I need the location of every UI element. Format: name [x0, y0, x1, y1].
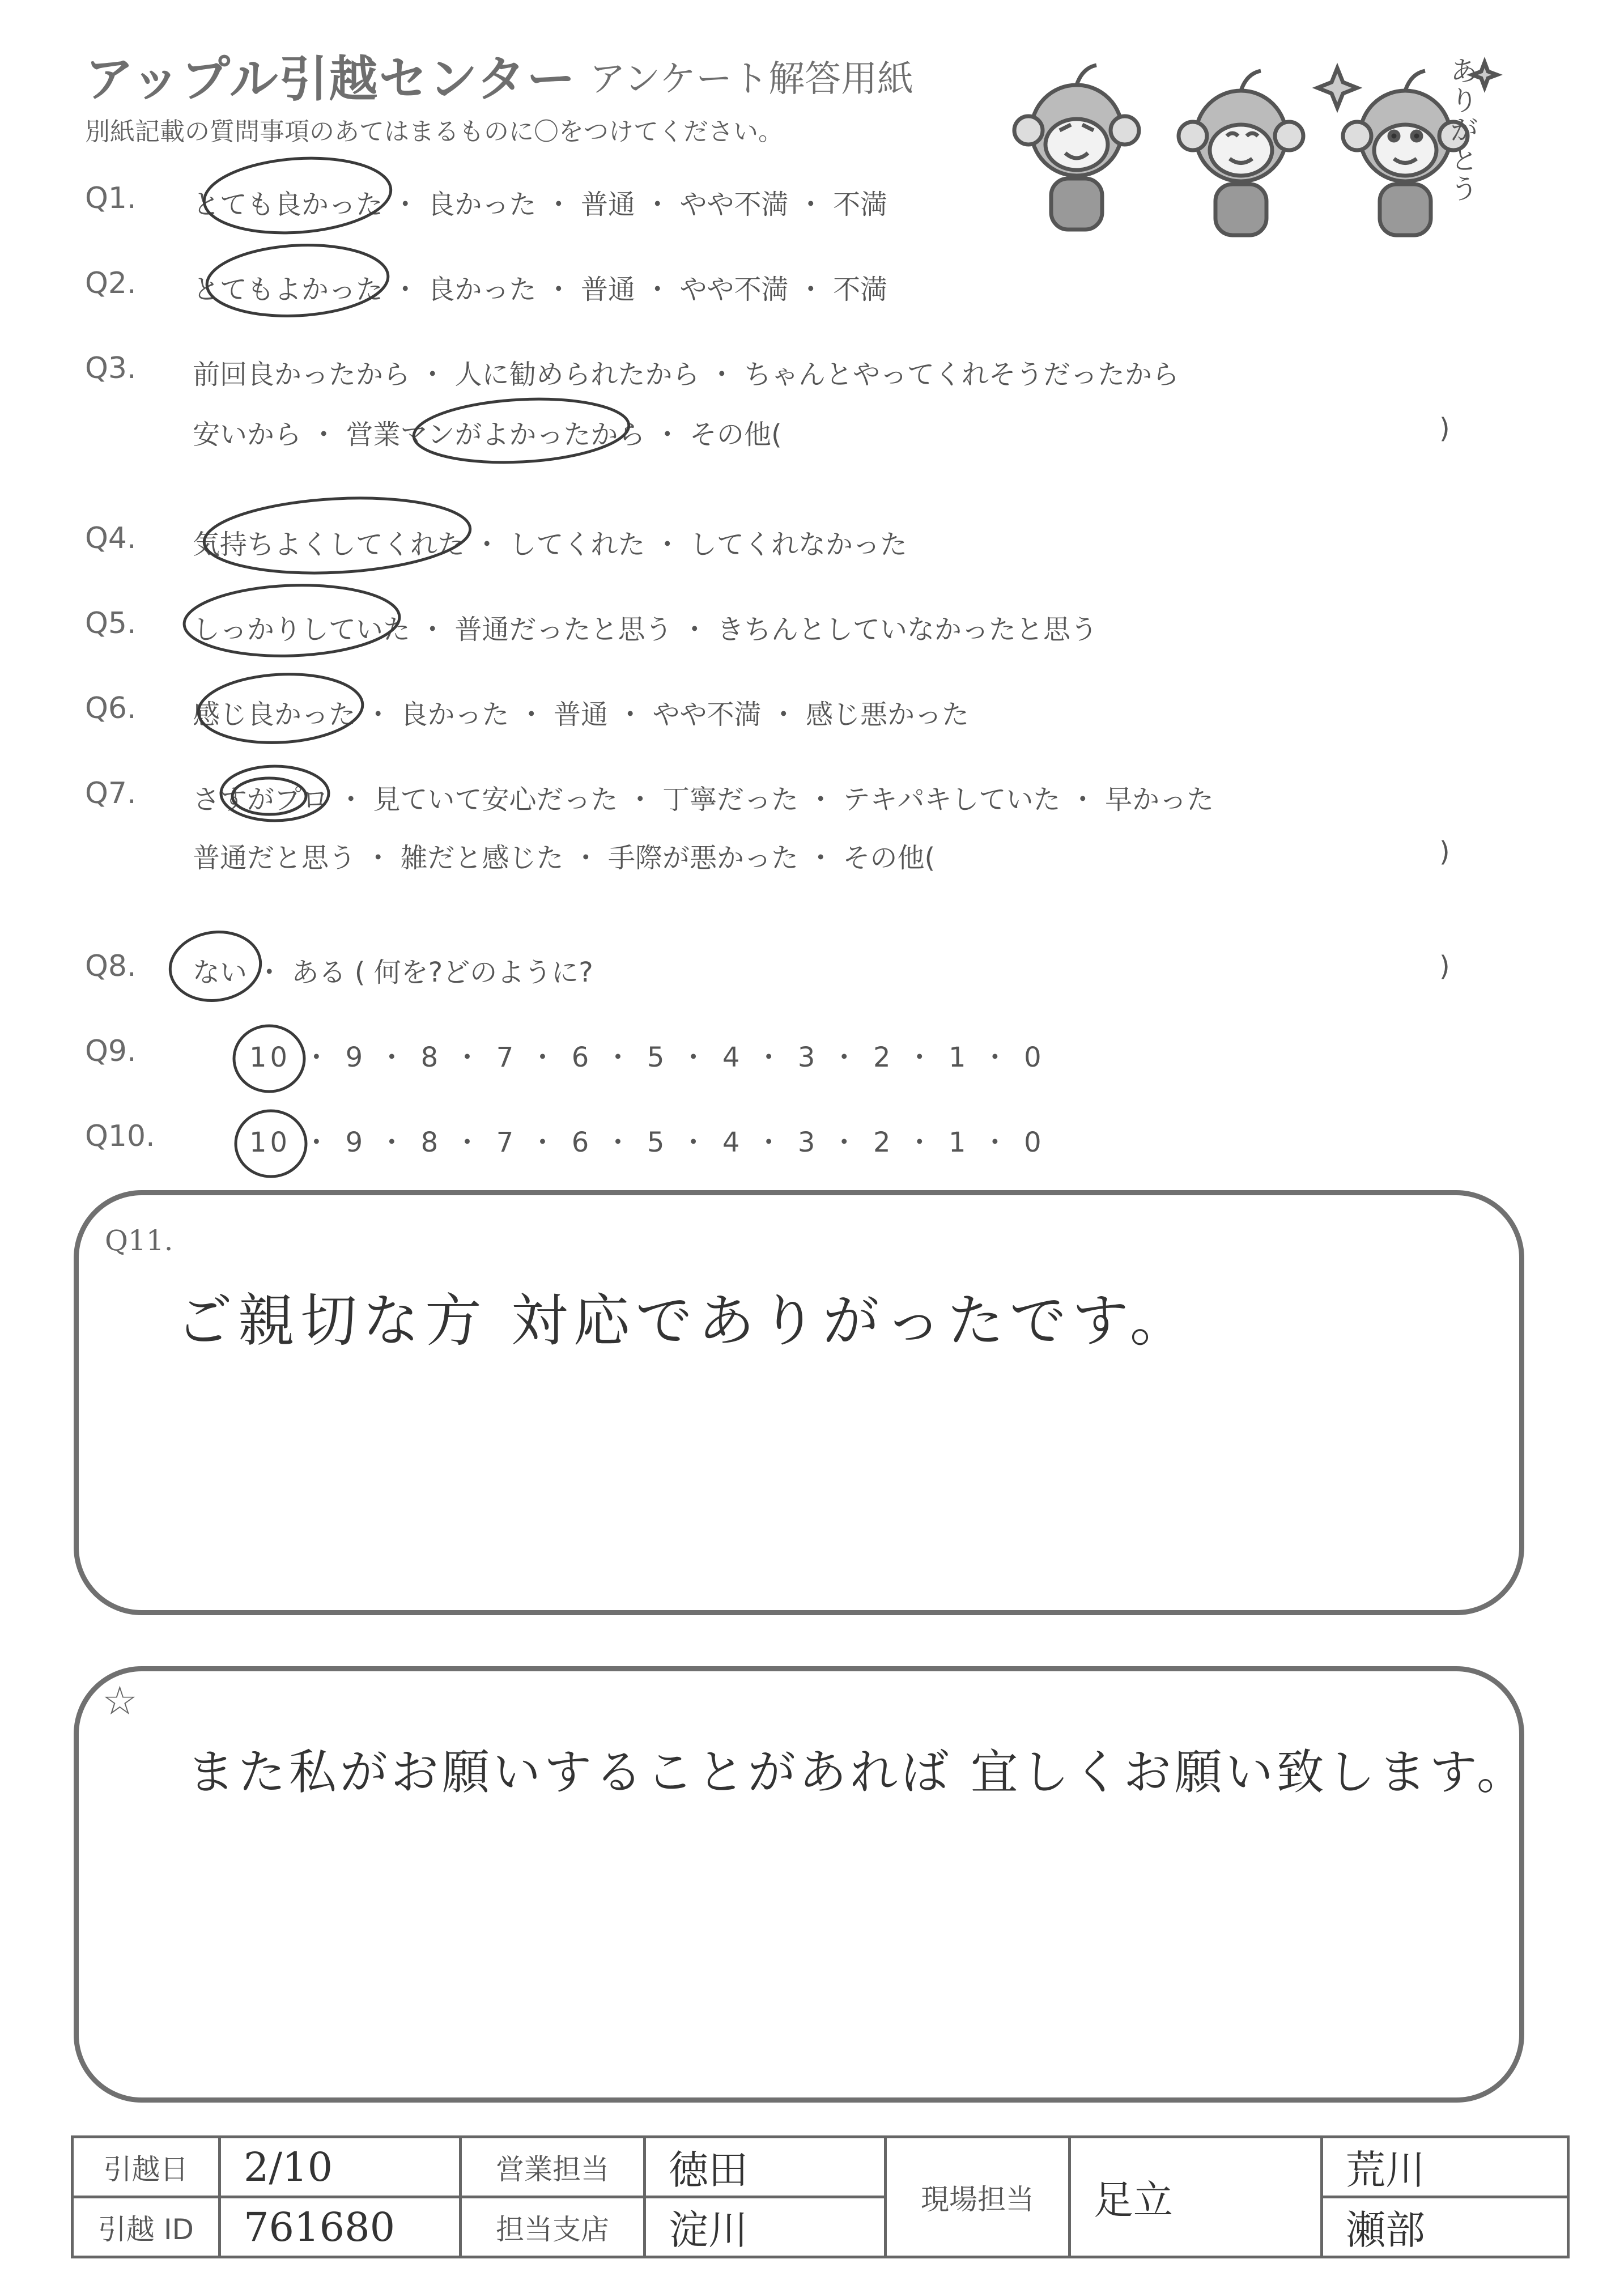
move-date-label: 引越日 — [73, 2137, 220, 2197]
company-title: アップル引越センター — [85, 51, 577, 108]
form-subtitle: アンケート解答用紙 — [589, 58, 914, 100]
q11-comment-box — [74, 1190, 1524, 1615]
question-label: Q5. — [85, 606, 137, 640]
q11-handwritten-comment: ご親切な方 対応でありがったです。 — [176, 1288, 1192, 1354]
q11-label: Q11. — [105, 1224, 173, 1257]
question-options: ない ・ ある ( 何を?どのように? — [193, 957, 593, 988]
question-label: Q4. — [85, 521, 137, 555]
question-options: 感じ良かった ・ 良かった ・ 普通 ・ やや不満 ・ 感じ悪かった — [193, 699, 970, 731]
rating-scale: 10 ・ 9 ・ 8 ・ 7 ・ 6 ・ 5 ・ 4 ・ 3 ・ 2 ・ 1 ・ 0 — [249, 1042, 1045, 1073]
star-icon: ☆ — [102, 1678, 138, 1724]
star-comment-box — [74, 1666, 1524, 2103]
mascot-thanks-text: ありがとう — [1451, 56, 1478, 205]
question-options: とてもよかった ・ 良かった ・ 普通 ・ やや不満 ・ 不満 — [193, 274, 888, 305]
question-options: とても良かった ・ 良かった ・ 普通 ・ やや不満 ・ 不満 — [193, 189, 888, 220]
question-label: Q7. — [85, 776, 137, 810]
question-options: 前回良かったから ・ 人に勧められたから ・ ちゃんとやってくれそうだったから — [193, 359, 1180, 390]
field-staff-1: 足立 — [1070, 2137, 1322, 2257]
branch-value: 淀川 — [645, 2197, 886, 2257]
monkey-mascots-illustration — [997, 45, 1507, 249]
question-label: Q9. — [85, 1034, 137, 1068]
move-id-label: 引越 ID — [73, 2197, 220, 2257]
closing-paren: ) — [1439, 413, 1450, 444]
question-label: Q3. — [85, 351, 137, 385]
star-handwritten-comment: また私がお願いすることがあれば 宜しくお願い致します。 — [187, 1744, 1528, 1800]
question-label: Q6. — [85, 691, 137, 725]
move-id-value: 761680 — [220, 2197, 461, 2257]
branch-label: 担当支店 — [461, 2197, 645, 2257]
question-options: さすがプロ ・ 見ていて安心だった ・ 丁寧だった ・ テキパキしていた ・ 早かった — [193, 784, 1214, 816]
question-options-line2: 安いから ・ 営業マンがよかったから ・ その他( — [193, 419, 782, 451]
sales-value: 徳田 — [645, 2137, 886, 2197]
rating-scale: 10 ・ 9 ・ 8 ・ 7 ・ 6 ・ 5 ・ 4 ・ 3 ・ 2 ・ 1 ・ 0 — [249, 1127, 1045, 1158]
closing-paren: ) — [1439, 950, 1450, 982]
question-options: 気持ちよくしてくれた ・ してくれた ・ してくれなかった — [193, 529, 908, 560]
field-staff-2: 荒川 — [1322, 2137, 1568, 2197]
field-staff-label: 現場担当 — [886, 2137, 1070, 2257]
move-date-value: 2/10 — [220, 2137, 461, 2197]
field-staff-3: 瀬部 — [1322, 2197, 1568, 2257]
question-label: Q10. — [85, 1119, 155, 1153]
question-label: Q8. — [85, 949, 137, 983]
question-options: しっかりしていた ・ 普通だったと思う ・ きちんとしていなかったと思う — [193, 614, 1098, 646]
question-label: Q2. — [85, 266, 137, 300]
question-options-line2: 普通だと思う ・ 雑だと感じた ・ 手際が悪かった ・ その他( — [193, 842, 936, 874]
closing-paren: ) — [1439, 836, 1450, 868]
instruction-text: 別紙記載の質問事項のあてはまるものに〇をつけてください。 — [85, 117, 783, 146]
sales-label: 営業担当 — [461, 2137, 645, 2197]
move-info-table — [71, 2135, 1570, 2258]
question-label: Q1. — [85, 181, 137, 215]
